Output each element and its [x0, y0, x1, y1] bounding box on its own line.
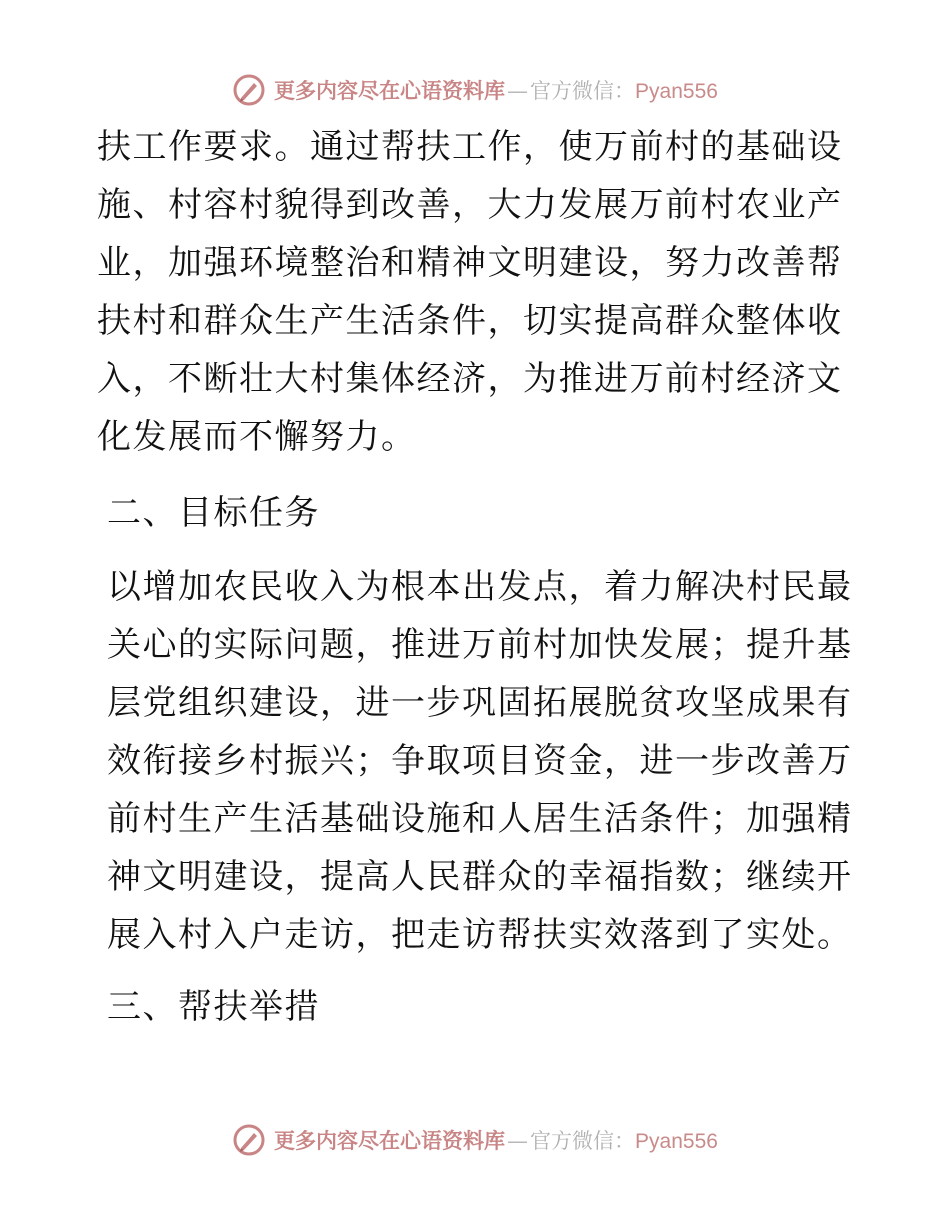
banner-separator: —: [507, 1129, 529, 1153]
banner-main-text: 更多内容尽在心语资料库: [274, 79, 506, 103]
pen-logo-icon: [232, 73, 266, 107]
paragraph-1: 扶工作要求。通过帮扶工作，使万前村的基础设施、村容村貌得到改善，大力发展万前村农业产业，加强环境整治和精神文明建设，努力改善帮扶村和群众生产生活条件，切实提高群众整体收入，不断壮大村集体经济，为推进万前村经济文化发展而不懈努力。: [97, 127, 843, 457]
banner-separator: —: [507, 79, 529, 103]
footer-banner: [0, 1120, 950, 1160]
paragraph-2: 以增加农民收入为根本出发点，着力解决村民最关心的实际问题，推进万前村加快发展；提升基层党组织建设，进一步巩固拓展脱贫攻坚成果有效衔接乡村振兴；争取项目资金，进一步改善万前村生产生活基础设施和人居生活条件；加强精神文明建设，提高人民群众的幸福指数；继续开展入村入户走访，把走访帮扶实效落到了实处。: [107, 567, 853, 955]
banner-text: [274, 1125, 718, 1155]
banner-text: [274, 75, 718, 105]
section-heading-goals: 二、目标任务: [107, 493, 320, 533]
banner-handle: Pyan556: [635, 1130, 718, 1153]
banner-main-text: 更多内容尽在心语资料库: [274, 1129, 506, 1153]
banner-label: 官方微信：: [530, 79, 636, 103]
header-banner: [0, 70, 950, 110]
pen-logo-icon: [232, 1123, 266, 1157]
banner-handle: Pyan556: [635, 80, 718, 103]
banner-label: 官方微信：: [530, 1129, 636, 1153]
section-heading-measures: 三、帮扶举措: [107, 987, 320, 1027]
